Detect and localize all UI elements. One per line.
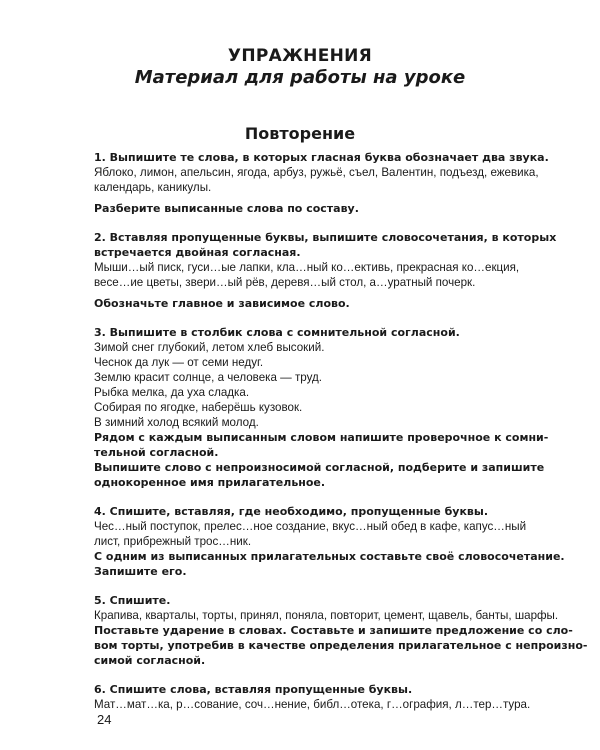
exercise-5 bbox=[94, 593, 588, 668]
exercise-2 bbox=[94, 230, 557, 311]
exercise-instruction: тельной согласной. bbox=[94, 446, 219, 459]
exercise-text: Мат…мат…ка, р…сование, соч…нение, библ…отека, г…ография, л…тер…тура. bbox=[94, 698, 531, 711]
exercise-instruction: однокоренное имя прилагательное. bbox=[94, 476, 326, 489]
page-subtitle: Материал для работы на уроке bbox=[134, 67, 466, 88]
exercise-instruction: 6. Спишите слова, вставляя пропущенные буквы. bbox=[94, 683, 413, 696]
exercise-text: Землю красит солнце, а человека — труд. bbox=[94, 371, 322, 384]
exercise-instruction: 1. Выпишите те слова, в которых гласная буква обозначает два звука. bbox=[94, 151, 549, 164]
exercise-text: Зимой снег глубокий, летом хлеб высокий. bbox=[94, 341, 325, 354]
exercise-text: В зимний холод всякий молод. bbox=[94, 416, 259, 429]
exercise-text: весе…ие цветы, звери…ый рёв, деревя…ый стол, а…уратный почерк. bbox=[94, 276, 476, 289]
exercise-text: лист, прибрежный трос…ник. bbox=[94, 535, 252, 548]
exercise-list bbox=[94, 150, 588, 726]
page-title: УПРАЖНЕНИЯ bbox=[227, 46, 373, 66]
exercise-instruction: 2. Вставляя пропущенные буквы, выпишите словосочетания, в которых bbox=[94, 231, 557, 244]
exercise-instruction: симой согласной. bbox=[94, 654, 206, 667]
section-title: Повторение bbox=[244, 124, 356, 143]
exercise-text: Чес…ный поступок, прелес…ное создание, вкус…ный обед в кафе, капус…ный bbox=[94, 520, 527, 533]
exercise-instruction: 5. Спишите. bbox=[94, 594, 171, 607]
exercise-instruction: Поставьте ударение в словах. Составьте и запишите предложение со сло- bbox=[94, 624, 573, 637]
exercise-text: Собирая по ягодке, наберёшь кузовок. bbox=[94, 401, 303, 414]
exercise-text: Яблоко, лимон, апельсин, ягода, арбуз, ружьё, съел, Валентин, подъезд, ежевика, bbox=[94, 166, 539, 179]
exercise-instruction: Разберите выписанные слова по составу. bbox=[94, 202, 359, 215]
exercise-text: Мыши…ый писк, гуси…ые лапки, кла…ный ко…ективь, прекрасная ко…екция, bbox=[94, 261, 520, 274]
exercise-instruction: Запишите его. bbox=[94, 565, 187, 578]
exercise-text: Рыбка мелка, да уха сладка. bbox=[94, 386, 250, 399]
exercise-4 bbox=[94, 504, 565, 579]
exercise-instruction: вом торты, употребив в качестве определения прилагательное с непроизно- bbox=[94, 639, 588, 652]
exercise-instruction: Обозначьте главное и зависимое слово. bbox=[94, 297, 350, 310]
exercise-instruction: 3. Выпишите в столбик слова с сомнительной согласной. bbox=[94, 326, 460, 339]
exercise-3 bbox=[94, 325, 549, 490]
exercise-instruction: 4. Спишите, вставляя, где необходимо, пропущенные буквы. bbox=[94, 505, 488, 518]
exercise-instruction: Выпишите слово с непроизносимой согласной, подберите и запишите bbox=[94, 461, 545, 474]
exercise-instruction: С одним из выписанных прилагательных составьте своё словосочетание. bbox=[94, 550, 565, 563]
exercise-1 bbox=[94, 150, 549, 216]
exercise-text: Крапива, кварталы, торты, принял, поняла, повторит, цемент, щавель, банты, шарфы. bbox=[94, 609, 559, 622]
exercise-instruction: Рядом с каждым выписанным словом напишите проверочное к сомни- bbox=[94, 431, 549, 444]
exercise-text: календарь, каникулы. bbox=[94, 181, 212, 194]
exercise-6 bbox=[94, 682, 534, 712]
page-number: 24 bbox=[97, 712, 112, 727]
exercise-instruction: встречается двойная согласная. bbox=[94, 246, 301, 259]
exercise-text: Чеснок да лук — от семи недуг. bbox=[94, 356, 264, 369]
